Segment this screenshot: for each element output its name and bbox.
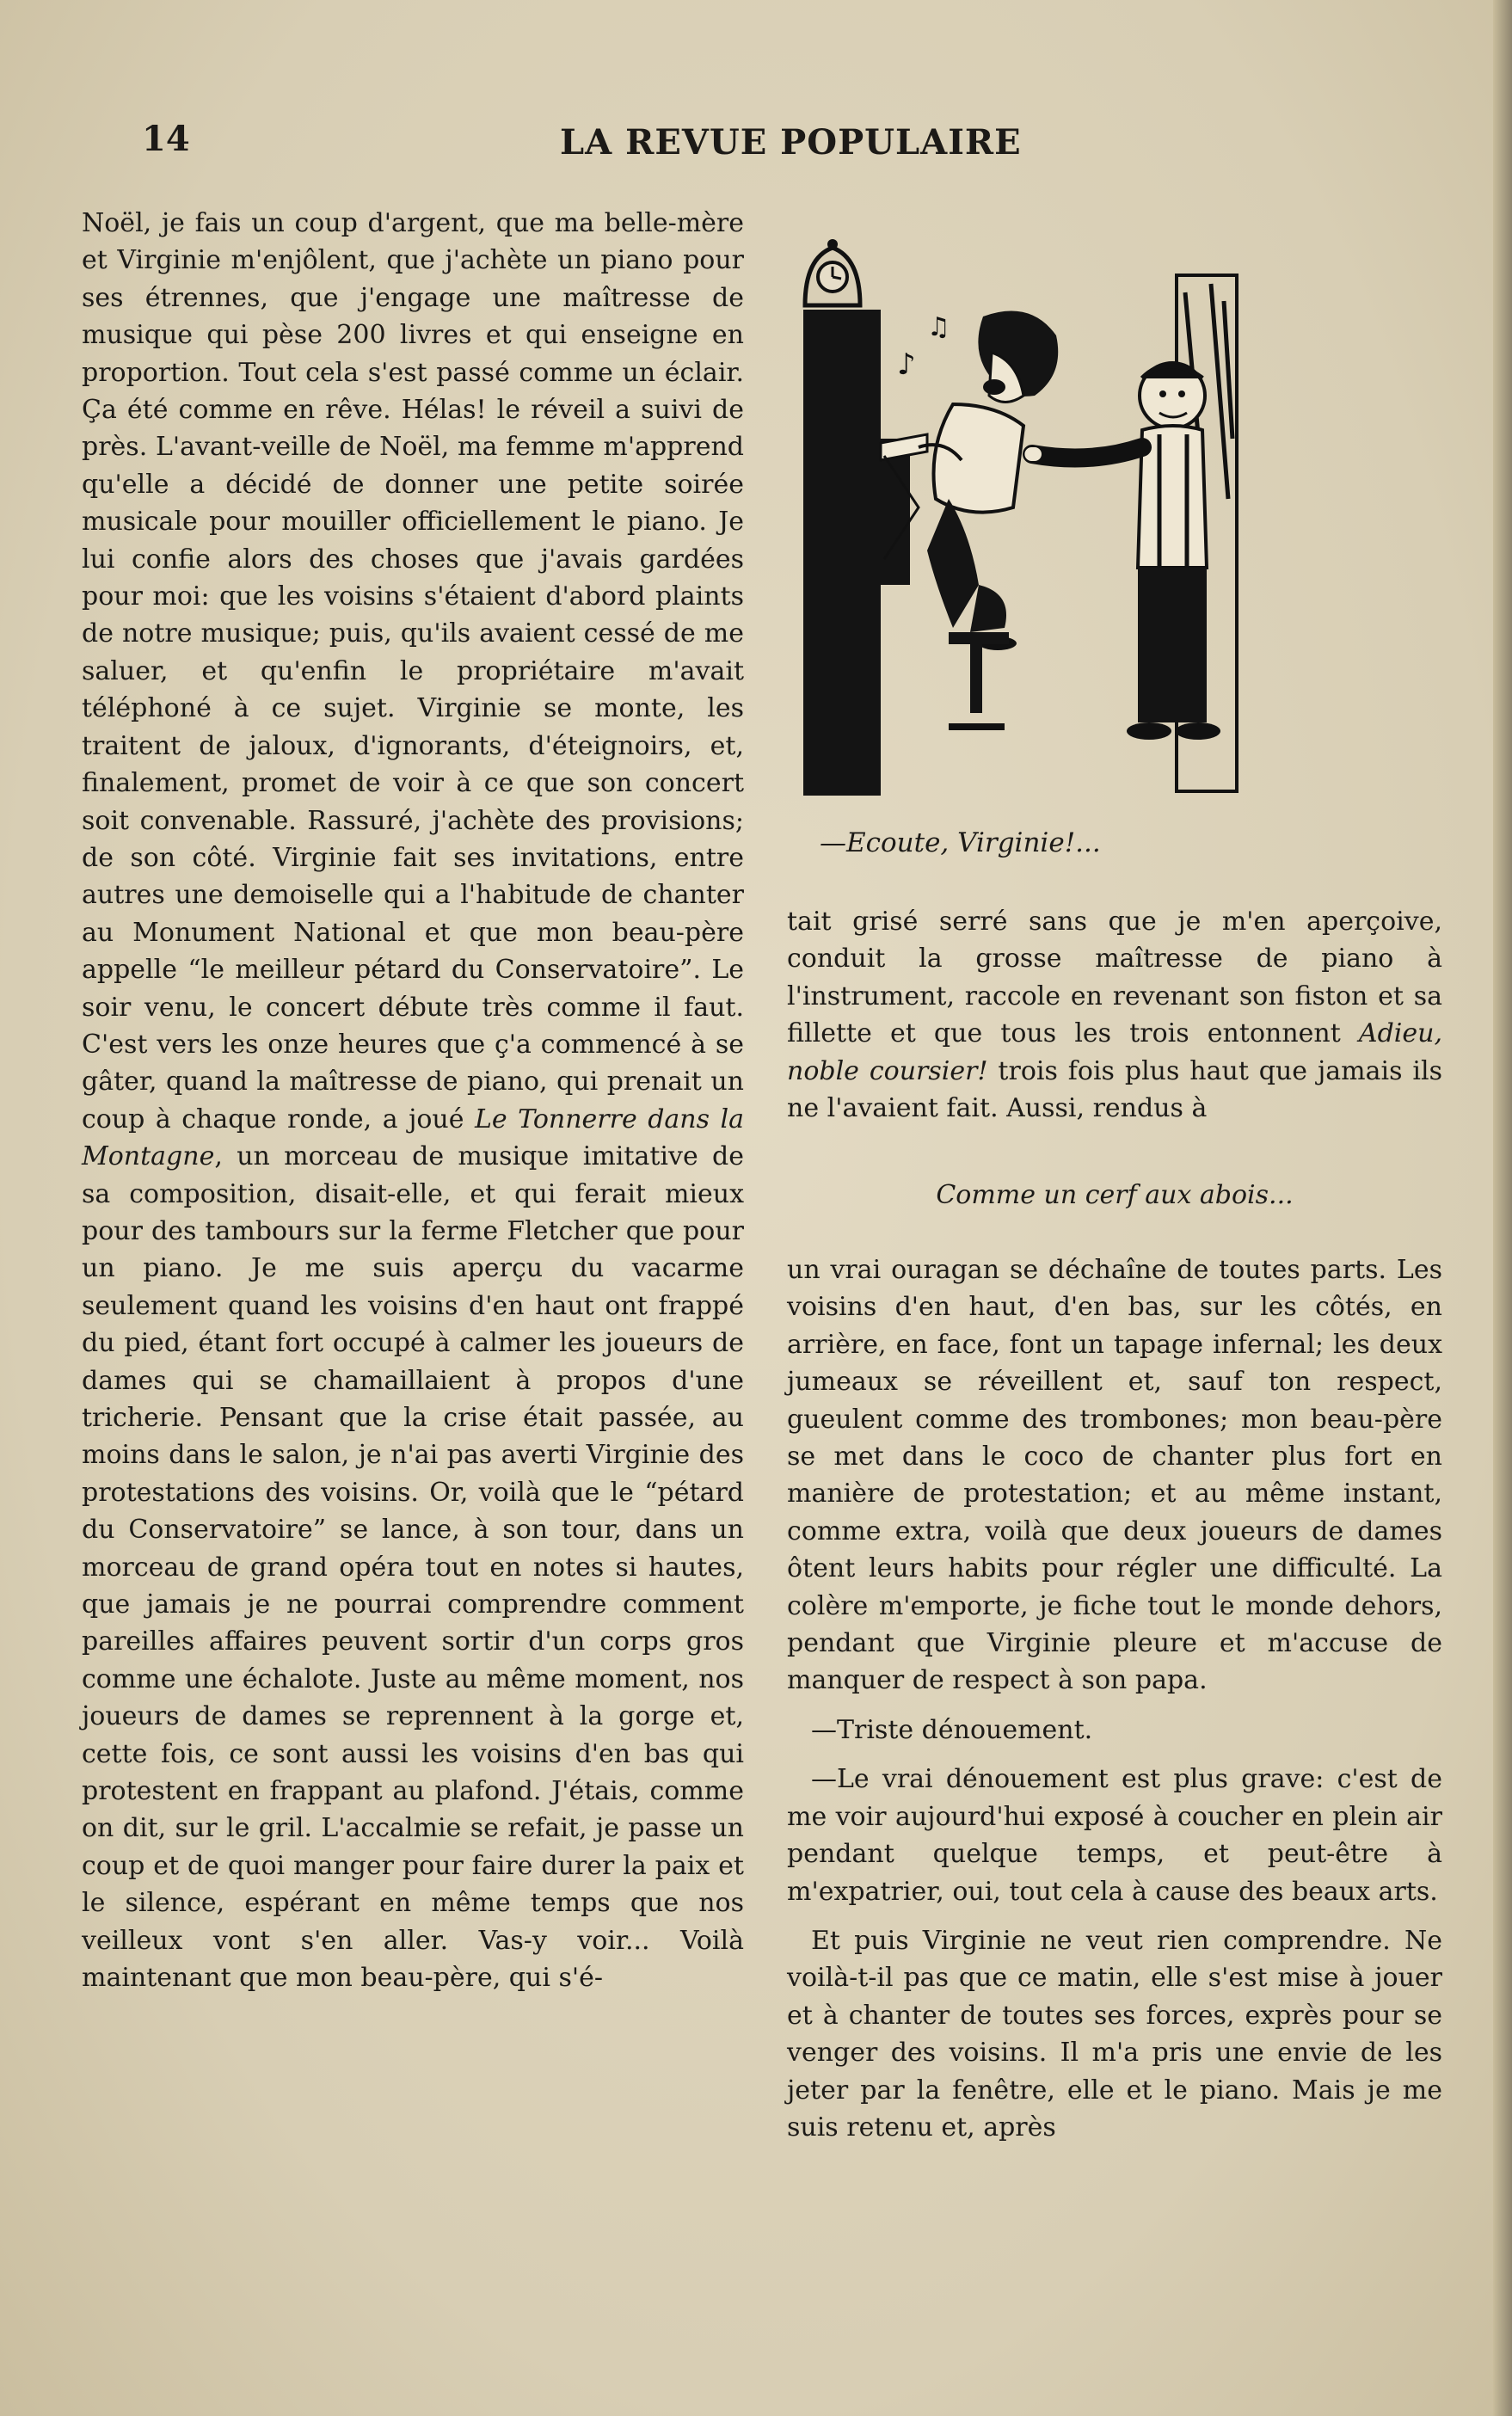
page-edge	[1493, 0, 1512, 2416]
husband-figure	[1031, 275, 1237, 791]
left-paragraph	[82, 205, 744, 1997]
clock-icon	[805, 239, 860, 305]
verse-line: Comme un cerf aux abois...	[936, 1180, 1294, 1210]
left-column	[82, 205, 744, 1997]
svg-text:♪: ♪	[897, 347, 916, 382]
left-text-after: , un morceau de musique imitative de sa composition, disait-elle, et qui ferait mieux pour des tambours sur la ferme Fletcher que pour un piano. Je me suis aperçu du vacarme seulement quand les voisins d'en haut ont frappé du pied, étant fort occupé à calmer les joueurs de dames qui se chamaillaient à propos d'une tricherie. Pensant que la crise était passée, au moins dans le salon, je n'ai pas averti Virginie des protestations des voisins. Or, voilà que le “pétard du Conservatoire” se lance, à son tour, dans un morceau de grand opéra tout en notes si hautes, que jamais je ne pourrai comprendre comment pareilles affaires peuvent sortir d'un corps gros comme une échalote. Juste au même moment, nos joueurs de dames se reprennent à la gorge et, cette fois, ce sont aussi les voisins d'en bas qui protestent en frappant au plafond. J'étais, comme on dit, sur le gril. L'accalmie se refait, je passe un coup et de quoi manger pour faire durer la paix et le silence, espérant en même temps que nos veilleux vont s'en aller. Vas-y voir... Voilà maintenant que mon beau-père, qui s'é-	[82, 1141, 744, 1994]
right-paragraph-3: —Triste dénouement.	[811, 1714, 1093, 1745]
right-paragraph-4: —Le vrai dénouement est plus grave: c'est de me voir aujourd'hui exposé à coucher en plein air pendant quelque temps, et peut-être à m'expatrier, oui, tout cela à cause des beaux arts.	[787, 1764, 1442, 1907]
page-number: 14	[142, 119, 190, 159]
right-column-continued	[787, 1251, 1442, 2146]
piece-title: Le Tonnerre dans la Montagne	[82, 1103, 744, 1172]
running-title: LA REVUE POPULAIRE	[560, 122, 1022, 163]
svg-text:♫: ♫	[927, 312, 950, 342]
right-text-after: trois fois plus haut que jamais ils ne l'avaient fait. Aussi, rendus à	[787, 1055, 1442, 1124]
singer-figure	[919, 311, 1058, 727]
illustration-caption: —Ecoute, Virginie!...	[820, 827, 1101, 858]
right-paragraph-5: Et puis Virginie ne veut rien comprendre. Ne voilà-t-il pas que ce matin, elle s'est mise à jouer et à chanter de toutes ses forces, exprès pour se venger des voisins. Il m'a pris une envie de les jeter par la fenêtre, elle et le piano. Mais je me suis retenu et, après	[787, 1925, 1442, 2142]
page-header	[142, 119, 1436, 170]
left-text: Noël, je fais un coup d'argent, que ma belle-mère et Virginie m'enjôlent, que j'achète un piano pour ses étrennes, que j'engage une maîtresse de musique qui pèse 200 livres et qui enseigne en proportion. Tout cela s'est passé comme un éclair. Ça été comme en rêve. Hélas! le réveil a suivi de près. L'avant-veille de Noël, ma femme m'apprend qu'elle a décidé de donner une petite soirée musicale pour mouiller officiellement le piano. Je lui confie alors des choses que j'avais gardées pour moi: que les voisins s'étaient d'abord plaints de notre musique; puis, qu'ils avaient cessé de me saluer, et qu'enfin le propriétaire m'avait téléphoné à ce sujet. Virginie se monte, les traitent de jaloux, d'ignorants, d'éteignoirs, et, finalement, promet de voir à ce que son concert soit convenable. Rassuré, j'achète des provisions; de son côté. Virginie fait ses invitations, entre autres une demoiselle qui a l'habitude de chanter au Monument National et que mon beau-père appelle “le meilleur pétard du Conservatoire”. Le soir venu, le concert débute très comme il faut. C'est vers les onze heures que ç'a commencé à se gâter, quand la maîtresse de piano, qui prenait un coup à chaque ronde, a joué	[82, 208, 744, 1134]
right-column	[787, 903, 1442, 1127]
right-paragraph-2: un vrai ouragan se déchaîne de toutes parts. Les voisins d'en haut, d'en bas, sur les côtés, en arrière, en face, font un tapage infernal; les deux jumeaux se réveillent et, sauf ton respect, gueulent comme des trombones; mon beau-père se met dans le coco de chanter plus fort en manière de protestation; et au même instant, comme extra, voilà que deux joueurs de dames ôtent leurs habits pour régler une difficulté. La colère m'emporte, je fiche tout le monde dehors, pendant que Virginie pleure et m'accuse de manquer de respect à son papa.	[787, 1255, 1442, 1696]
right-paragraph-1	[787, 903, 1442, 1127]
song-title: Adieu, noble coursier!	[787, 1018, 1442, 1086]
right-text: tait grisé serré sans que je m'en aperçoive, conduit la grosse maîtresse de piano à l'instrument, raccole en revenant son fiston et sa fillette et que tous les trois entonnent	[787, 907, 1442, 1049]
cartoon-illustration	[798, 224, 1299, 804]
